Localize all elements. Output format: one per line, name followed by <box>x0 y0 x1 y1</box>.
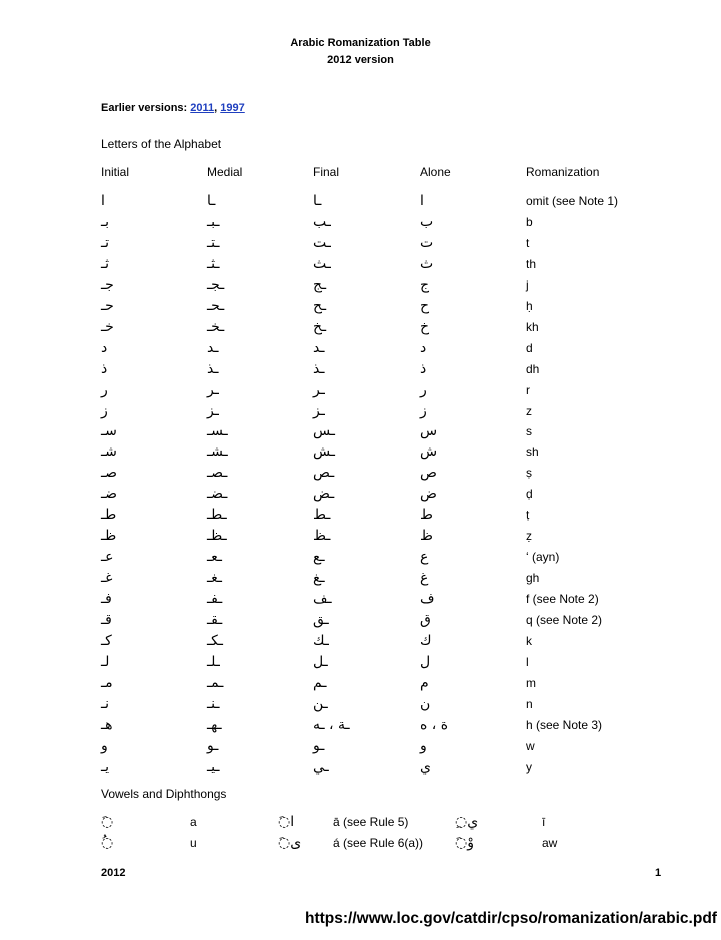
table-row <box>0 297 721 318</box>
romanization: h (see Note 3) <box>526 717 603 732</box>
table-row <box>0 611 721 632</box>
medial-form: ـذ <box>207 360 219 377</box>
romanization: t <box>526 235 530 250</box>
table-row <box>0 360 721 381</box>
medial-form: ـظـ <box>207 528 227 545</box>
final-form: ـة ، ـه <box>313 716 350 733</box>
medial-form: ـجـ <box>207 276 225 293</box>
romanization: f (see Note 2) <box>526 592 599 607</box>
final-form: ـم <box>313 674 327 691</box>
medial-form: ـد <box>207 339 219 356</box>
alone-form: ن <box>420 695 431 712</box>
initial-form: يـ <box>101 758 109 775</box>
final-form: ـح <box>313 297 327 314</box>
romanization: ṭ <box>526 508 530 523</box>
table-row <box>0 464 721 485</box>
earlier-versions-label: Earlier versions: <box>101 102 188 114</box>
initial-form: خـ <box>101 318 114 335</box>
initial-form: هـ <box>101 716 113 733</box>
final-form: ـخ <box>313 318 327 335</box>
vowel-romanization: a <box>190 815 197 829</box>
alone-form: س <box>420 423 438 440</box>
medial-form: ـبـ <box>207 213 220 230</box>
alone-form: ظ <box>420 528 433 545</box>
medial-form: ـتـ <box>207 234 220 251</box>
medial-form: ـهـ <box>207 716 222 733</box>
final-form: ـف <box>313 591 332 608</box>
alone-form: ك <box>420 632 432 649</box>
column-header: Alone <box>420 165 451 179</box>
vowel-mark: ◌َا <box>278 814 295 830</box>
alone-form: ف <box>420 591 435 608</box>
initial-form: سـ <box>101 423 117 440</box>
initial-form: طـ <box>101 507 117 524</box>
table-row <box>0 653 721 674</box>
final-form: ـس <box>313 423 335 440</box>
alone-form: ل <box>420 653 431 670</box>
initial-form: ضـ <box>101 486 117 503</box>
medial-form: ـفـ <box>207 591 223 608</box>
vowel-romanization: ā (see Rule 5) <box>333 815 409 829</box>
table-row <box>0 527 721 548</box>
alone-form: ت <box>420 234 434 251</box>
table-row <box>0 234 721 255</box>
medial-form: ـكـ <box>207 632 223 649</box>
table-row <box>0 443 721 464</box>
romanization: l <box>526 654 529 669</box>
final-form: ـث <box>313 255 331 272</box>
final-form: ـع <box>313 549 325 566</box>
romanization: s <box>526 424 532 439</box>
romanization: d <box>526 340 533 355</box>
final-form: ـج <box>313 276 327 293</box>
initial-form: فـ <box>101 591 112 608</box>
alone-form: ط <box>420 507 433 524</box>
romanization: w <box>526 738 535 753</box>
table-row <box>0 632 721 653</box>
table-row <box>0 506 721 527</box>
table-row <box>0 192 721 213</box>
vowel-mark: ◌َوْ <box>455 835 474 851</box>
table-row <box>0 548 721 569</box>
alone-form: ش <box>420 444 438 461</box>
table-row <box>0 339 721 360</box>
column-header: Final <box>313 165 340 179</box>
final-form: ـظ <box>313 528 331 545</box>
medial-form: ـضـ <box>207 486 228 503</box>
romanization: ṣ <box>526 466 532 481</box>
romanization: z <box>526 403 532 418</box>
source-url: https://www.loc.gov/catdir/cpso/romanization/arabic.pdf <box>305 910 717 927</box>
link-2011[interactable]: 2011 <box>190 102 215 114</box>
document-title: Arabic Romanization Table <box>290 37 431 49</box>
romanization: ḥ <box>526 298 533 313</box>
final-form: ـض <box>313 486 335 503</box>
alone-form: غ <box>420 570 429 587</box>
alone-form: ث <box>420 255 434 272</box>
romanization: j <box>526 277 529 292</box>
romanization: y <box>526 759 532 774</box>
vowel-mark: ◌َ <box>101 814 114 830</box>
table-row <box>0 276 721 297</box>
medial-form: ـنـ <box>207 695 220 712</box>
romanization: m <box>526 675 536 690</box>
vowel-romanization: ī <box>542 815 546 829</box>
table-row <box>0 758 721 779</box>
medial-form: ـطـ <box>207 507 227 524</box>
romanization: th <box>526 256 537 271</box>
final-form: ـن <box>313 695 328 712</box>
table-row <box>0 213 721 234</box>
final-form: ـد <box>313 339 325 356</box>
table-row <box>0 590 721 611</box>
column-header: Romanization <box>526 165 600 179</box>
romanization: r <box>526 382 530 397</box>
medial-form: ـقـ <box>207 612 223 628</box>
romanization: sh <box>526 445 539 460</box>
initial-form: د <box>101 339 108 356</box>
final-form: ـو <box>313 737 325 754</box>
initial-form: لـ <box>101 653 110 670</box>
medial-form: ـا <box>207 193 216 209</box>
footer-year: 2012 <box>101 867 126 879</box>
initial-form: عـ <box>101 549 114 566</box>
medial-form: ـو <box>207 737 219 754</box>
final-form: ـص <box>313 465 335 482</box>
alone-form: ر <box>420 381 427 398</box>
initial-form: نـ <box>101 695 109 712</box>
alone-form: ق <box>420 612 431 628</box>
final-form: ـذ <box>313 360 325 377</box>
vowel-mark: ◌ِي <box>455 814 479 830</box>
initial-form: ا <box>101 193 105 209</box>
alone-form: ذ <box>420 360 427 377</box>
final-form: ـق <box>313 612 329 628</box>
medial-form: ـيـ <box>207 758 220 775</box>
medial-form: ـحـ <box>207 297 225 314</box>
table-row <box>0 485 721 506</box>
footer-page-number: 1 <box>655 867 662 879</box>
initial-form: صـ <box>101 465 117 482</box>
table-row <box>0 402 721 423</box>
initial-form: بـ <box>101 213 109 230</box>
alone-form: ة ، ه <box>420 716 449 733</box>
romanization: dh <box>526 361 540 376</box>
romanization: gh <box>526 571 540 586</box>
vowel-mark: ◌ُ <box>101 835 114 851</box>
link-separator: , <box>214 102 218 114</box>
final-form: ـا <box>313 193 322 209</box>
romanization: ẓ <box>526 529 532 544</box>
initial-form: و <box>101 737 108 754</box>
medial-form: ـشـ <box>207 444 228 461</box>
final-form: ـز <box>313 402 325 419</box>
vowel-row <box>0 813 721 833</box>
final-form: ـط <box>313 507 331 524</box>
table-row <box>0 381 721 402</box>
alone-form: ز <box>420 402 427 419</box>
column-header: Initial <box>101 165 130 179</box>
table-row <box>0 716 721 737</box>
vowel-romanization: aw <box>542 836 558 850</box>
final-form: ـر <box>313 381 325 398</box>
initial-form: شـ <box>101 444 117 461</box>
initial-form: ذ <box>101 360 108 377</box>
table-row <box>0 569 721 590</box>
initial-form: مـ <box>101 674 113 691</box>
final-form: ـغ <box>313 570 325 587</box>
romanization: omit (see Note 1) <box>526 194 619 208</box>
alone-form: د <box>420 339 427 356</box>
final-form: ـك <box>313 632 329 649</box>
medial-form: ـز <box>207 402 219 419</box>
final-form: ـل <box>313 653 328 670</box>
table-row <box>0 695 721 716</box>
vowel-romanization: u <box>190 836 197 850</box>
initial-form: ثـ <box>101 255 109 272</box>
table-row <box>0 737 721 758</box>
initial-form: كـ <box>101 632 112 649</box>
alone-form: ع <box>420 549 429 566</box>
initial-form: غـ <box>101 570 113 587</box>
table-row <box>0 674 721 695</box>
table-row <box>0 318 721 339</box>
initial-form: ز <box>101 402 108 419</box>
vowel-row <box>0 834 721 854</box>
initial-form: جـ <box>101 276 114 293</box>
vowels-heading: Vowels and Diphthongs <box>101 787 227 801</box>
medial-form: ـر <box>207 381 219 398</box>
romanization: b <box>526 214 533 229</box>
romanization: kh <box>526 319 539 334</box>
medial-form: ـعـ <box>207 549 222 566</box>
alone-form: ص <box>420 465 437 482</box>
medial-form: ـسـ <box>207 423 228 440</box>
alone-form: ب <box>420 213 434 230</box>
alone-form: ح <box>420 297 430 314</box>
letters-heading: Letters of the Alphabet <box>101 137 222 151</box>
earlier-versions <box>101 102 245 114</box>
final-form: ـي <box>313 758 329 775</box>
vowel-romanization: á (see Rule 6(a)) <box>333 836 424 850</box>
alone-form: ي <box>420 758 431 775</box>
medial-form: ـمـ <box>207 674 224 691</box>
initial-form: تـ <box>101 234 109 251</box>
alone-form: ج <box>420 276 430 293</box>
romanization: n <box>526 696 533 711</box>
link-1997[interactable]: 1997 <box>220 102 245 114</box>
initial-form: حـ <box>101 297 114 314</box>
initial-form: ظـ <box>101 528 117 545</box>
romanization: ʻ (ayn) <box>526 550 560 565</box>
romanization: ḍ <box>526 487 533 502</box>
romanization: q (see Note 2) <box>526 613 603 627</box>
medial-form: ـخـ <box>207 318 225 335</box>
alone-form: ض <box>420 486 437 503</box>
document-subtitle: 2012 version <box>327 54 394 66</box>
romanization: k <box>526 633 532 648</box>
table-row <box>0 422 721 443</box>
final-form: ـب <box>313 213 331 230</box>
medial-form: ـلـ <box>207 653 220 670</box>
vowel-mark: ◌َى <box>278 835 302 851</box>
column-header: Medial <box>207 165 243 179</box>
initial-form: قـ <box>101 612 112 628</box>
alone-form: خ <box>420 318 430 335</box>
alone-form: و <box>420 737 427 754</box>
medial-form: ـثـ <box>207 255 220 272</box>
alone-form: م <box>420 674 429 691</box>
alone-form: ا <box>420 193 424 209</box>
final-form: ـت <box>313 234 331 251</box>
initial-form: ر <box>101 381 108 398</box>
medial-form: ـصـ <box>207 465 228 482</box>
medial-form: ـغـ <box>207 570 222 587</box>
final-form: ـش <box>313 444 335 461</box>
table-row <box>0 255 721 276</box>
